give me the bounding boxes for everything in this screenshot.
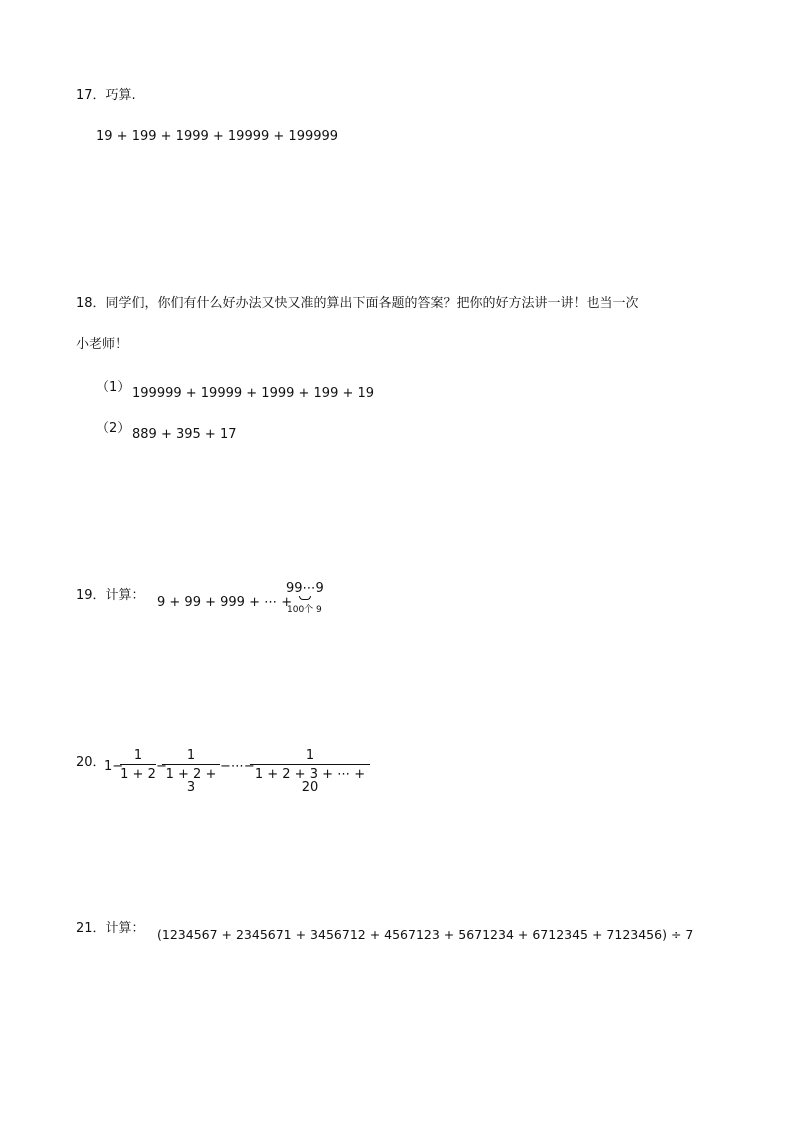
q18-part-1-label: （1） [96,380,131,395]
q19-underbrace-label: 100个 9 [287,605,322,615]
q20-number: 20． [76,755,106,770]
q20-fraction-2-numerator: 1 [162,749,220,765]
q20-fraction-2 [162,749,220,794]
q17-expression: 19 + 199 + 1999 + 19999 + 199999 [96,129,339,144]
q20-fraction-1-denominator: 1 + 2 [120,767,156,782]
q20-fraction-2-denominator: 1 + 2 + 3 [165,767,217,795]
q18-part-2-label: （2） [96,421,131,436]
q17-title: 17．巧算. [76,88,136,103]
q19-expression: 9 + 99 + 999 + ⋯ + [157,595,293,610]
q18-prompt-line1: 18．同学们，你们有什么好办法又快又准的算出下面各题的答案？把你的好方法讲一讲！也当一次 [76,296,639,311]
q21-label: 21．计算： [76,921,145,936]
q20-fraction-1 [120,749,156,781]
q21-expression: (1234567 + 2345671 + 3456712 + 4567123 + 5671234 + 6712345 + 7123456) ÷ 7 [157,927,694,942]
q20-fraction-3-numerator: 1 [250,749,370,765]
q18-part-2-expression: 889 + 395 + 17 [132,427,237,442]
q20-minus: − [156,759,167,774]
q18-prompt-line2: 小老师！ [76,337,129,352]
q19-label: 19．计算： [76,588,145,603]
q20-fraction-3 [250,749,370,794]
q19-underbrace [299,596,311,600]
q20-fraction-3-denominator: 1 + 2 + 3 + ⋯ + 20 [254,767,366,795]
q20-lead: 1− [104,759,124,774]
q19-last-term: 99⋯9 [286,581,324,596]
q20-fraction-1-numerator: 1 [120,749,156,765]
q18-part-1-expression: 199999 + 19999 + 1999 + 199 + 19 [132,386,375,401]
q20-ellipsis-minus: −⋯− [220,759,255,774]
